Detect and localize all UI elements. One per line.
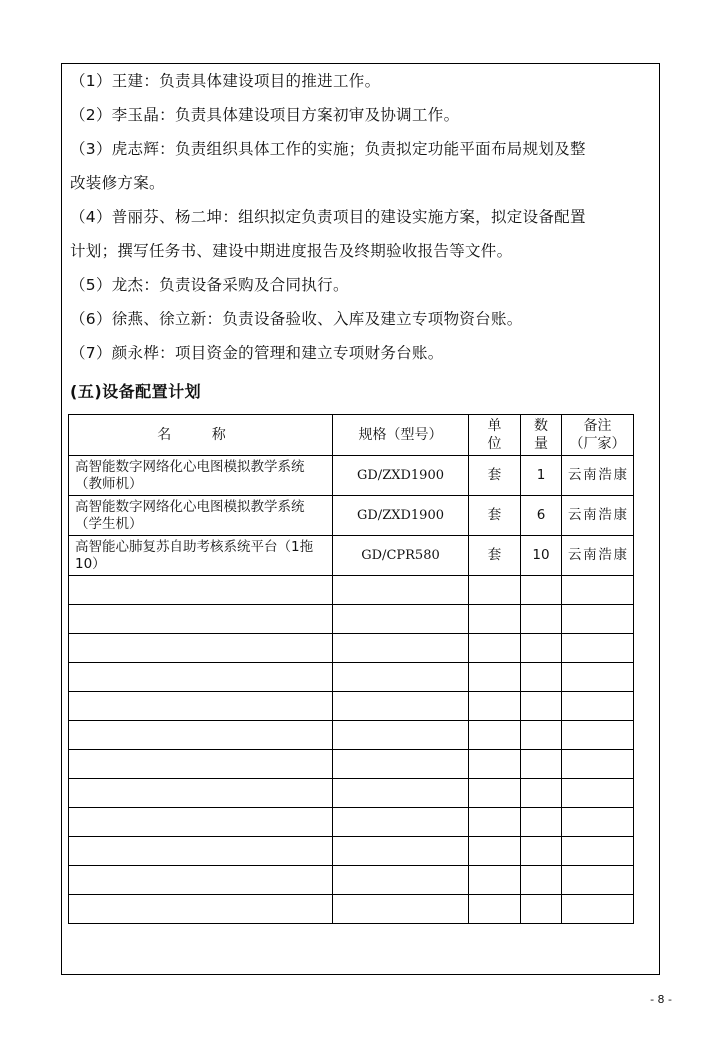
responsibility-1: （1）王建：负责具体建设项目的推进工作。: [70, 72, 381, 90]
empty-cell: [333, 605, 469, 634]
empty-cell: [69, 808, 333, 837]
empty-cell: [333, 750, 469, 779]
empty-cell: [333, 576, 469, 605]
empty-table-row: [69, 895, 634, 924]
empty-table-row: [69, 663, 634, 692]
header-model: 规格（型号）: [333, 415, 469, 456]
empty-table-row: [69, 634, 634, 663]
cell-qty: 6: [521, 496, 562, 536]
empty-cell: [333, 634, 469, 663]
empty-cell: [469, 692, 521, 721]
empty-cell: [69, 837, 333, 866]
responsibility-3: （3）虎志辉：负责组织具体工作的实施；负责拟定功能平面布局规划及整: [70, 140, 586, 158]
responsibility-4-cont: 计划；撰写任务书、建设中期进度报告及终期验收报告等文件。: [70, 242, 513, 260]
cell-unit: 套: [469, 456, 521, 496]
empty-cell: [69, 721, 333, 750]
empty-cell: [562, 663, 634, 692]
empty-cell: [69, 692, 333, 721]
responsibility-2: （2）李玉晶：负责具体建设项目方案初审及协调工作。: [70, 106, 460, 124]
empty-cell: [469, 576, 521, 605]
empty-cell: [333, 837, 469, 866]
empty-cell: [469, 779, 521, 808]
table-row: [69, 456, 634, 496]
empty-table-row: [69, 779, 634, 808]
cell-qty: 10: [521, 536, 562, 576]
cell-name: 高智能数字网络化心电图模拟教学系统（教师机）: [69, 456, 333, 496]
responsibility-5: （5）龙杰：负责设备采购及合同执行。: [70, 276, 349, 294]
empty-cell: [333, 808, 469, 837]
empty-table-row: [69, 837, 634, 866]
cell-note: 云南浩康: [562, 456, 634, 496]
empty-table-row: [69, 750, 634, 779]
empty-cell: [562, 576, 634, 605]
empty-table-row: [69, 866, 634, 895]
responsibility-3-cont: 改装修方案。: [70, 174, 165, 192]
cell-name: 高智能心肺复苏自助考核系统平台（1拖10）: [69, 536, 333, 576]
cell-model: GD/ZXD1900: [333, 456, 469, 496]
cell-name: 高智能数字网络化心电图模拟教学系统（学生机）: [69, 496, 333, 536]
empty-cell: [521, 779, 562, 808]
empty-cell: [69, 895, 333, 924]
empty-cell: [69, 663, 333, 692]
empty-cell: [521, 837, 562, 866]
empty-table-row: [69, 576, 634, 605]
empty-cell: [521, 895, 562, 924]
empty-cell: [469, 808, 521, 837]
responsibility-6: （6）徐燕、徐立新：负责设备验收、入库及建立专项物资台账。: [70, 310, 523, 328]
empty-cell: [333, 866, 469, 895]
section-title: (五)设备配置计划: [70, 382, 202, 401]
empty-cell: [562, 692, 634, 721]
cell-model: GD/CPR580: [333, 536, 469, 576]
responsibility-7: （7）颜永桦：项目资金的管理和建立专项财务台账。: [70, 344, 444, 362]
empty-cell: [69, 750, 333, 779]
empty-cell: [562, 895, 634, 924]
empty-cell: [469, 663, 521, 692]
empty-cell: [333, 692, 469, 721]
table-header-row: [69, 415, 634, 456]
empty-cell: [469, 634, 521, 663]
cell-unit: 套: [469, 496, 521, 536]
empty-cell: [69, 634, 333, 663]
header-note: 备注 （厂家）: [562, 415, 634, 456]
cell-model: GD/ZXD1900: [333, 496, 469, 536]
cell-note: 云南浩康: [562, 496, 634, 536]
empty-cell: [333, 779, 469, 808]
empty-cell: [469, 866, 521, 895]
table-row: [69, 496, 634, 536]
empty-cell: [521, 692, 562, 721]
table-row: [69, 536, 634, 576]
empty-cell: [521, 605, 562, 634]
equipment-table: [68, 414, 634, 924]
empty-cell: [69, 779, 333, 808]
empty-cell: [521, 663, 562, 692]
empty-cell: [469, 837, 521, 866]
empty-cell: [521, 576, 562, 605]
responsibility-4: （4）普丽芬、杨二坤：组织拟定负责项目的建设实施方案，拟定设备配置: [70, 208, 586, 226]
empty-cell: [469, 750, 521, 779]
header-qty: 数 量: [521, 415, 562, 456]
empty-cell: [562, 837, 634, 866]
empty-cell: [562, 866, 634, 895]
empty-cell: [469, 605, 521, 634]
empty-cell: [562, 634, 634, 663]
empty-cell: [521, 866, 562, 895]
empty-cell: [333, 895, 469, 924]
empty-cell: [469, 895, 521, 924]
empty-cell: [562, 605, 634, 634]
empty-cell: [521, 750, 562, 779]
empty-cell: [333, 663, 469, 692]
empty-cell: [69, 866, 333, 895]
page-frame: [61, 63, 660, 975]
empty-table-row: [69, 808, 634, 837]
empty-cell: [562, 721, 634, 750]
header-name: 名 称: [69, 415, 333, 456]
empty-cell: [562, 779, 634, 808]
empty-cell: [521, 808, 562, 837]
empty-table-row: [69, 605, 634, 634]
empty-cell: [469, 721, 521, 750]
empty-cell: [562, 750, 634, 779]
empty-table-row: [69, 721, 634, 750]
header-unit: 单 位: [469, 415, 521, 456]
empty-cell: [69, 576, 333, 605]
empty-table-row: [69, 692, 634, 721]
empty-cell: [521, 721, 562, 750]
empty-cell: [521, 634, 562, 663]
empty-cell: [69, 605, 333, 634]
empty-cell: [333, 721, 469, 750]
page-number: - 8 -: [650, 993, 672, 1006]
cell-unit: 套: [469, 536, 521, 576]
cell-note: 云南浩康: [562, 536, 634, 576]
empty-cell: [562, 808, 634, 837]
cell-qty: 1: [521, 456, 562, 496]
